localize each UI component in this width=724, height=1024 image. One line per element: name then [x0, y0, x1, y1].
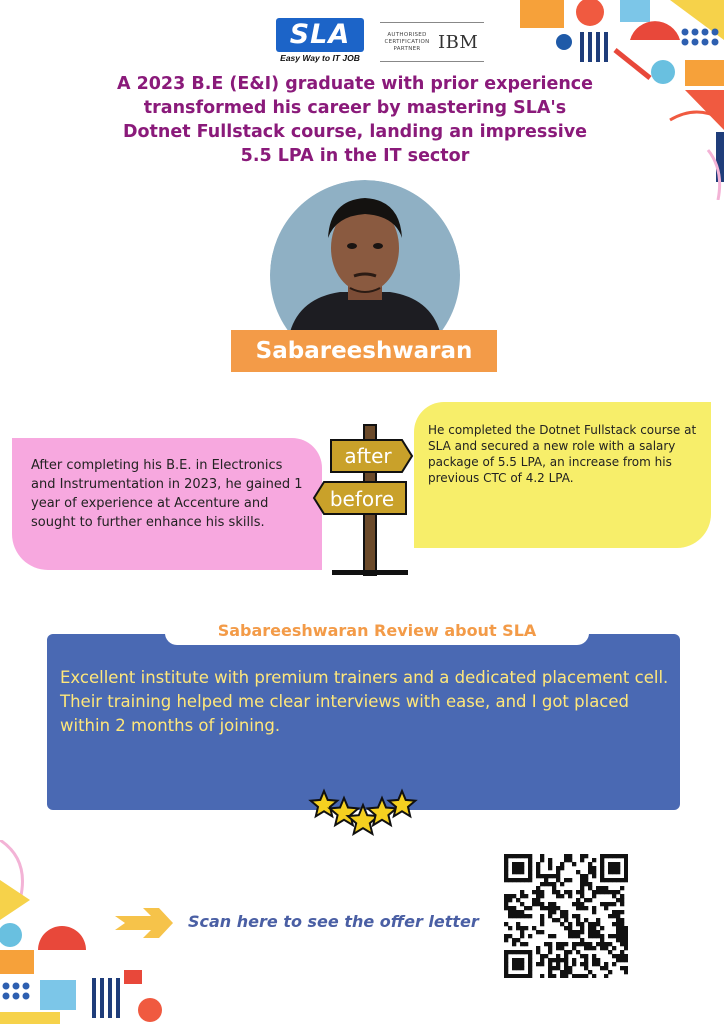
student-photo [270, 180, 460, 332]
headline-line: A 2023 B.E (E&I) graduate with prior experience [116, 74, 594, 94]
partner-name: IBM [438, 31, 479, 53]
headline-line: Dotnet Fullstack course, landing an impressive [122, 122, 588, 142]
partner-label: AUTHORISED CERTIFICATION PARTNER [384, 31, 430, 52]
sla-logo-mark: SLA [276, 18, 364, 52]
scan-instruction: Scan here to see the offer letter [188, 912, 479, 931]
review-heading: Sabareeshwaran Review about SLA [217, 621, 537, 640]
sla-logo [276, 18, 364, 62]
before-text: After completing his B.E. in Electronics and Instrumentation in 2023, he gained 1 year of experience at Accenture and sought to further enhance his skills. [31, 458, 303, 530]
arrow-right-icon [113, 908, 175, 938]
signpost-before-label: before [329, 487, 395, 511]
headline-line: 5.5 LPA in the IT sector [240, 146, 470, 166]
headline-line: transformed his career by mastering SLA's [143, 98, 567, 118]
headline [90, 72, 620, 168]
qr-code-icon[interactable] [504, 854, 628, 978]
after-text: He completed the Dotnet Fullstack course at SLA and secured a new role with a salary package of 5.5 LPA, an increase from his previous CTC of 4.2 LPA. [428, 423, 697, 485]
signpost-after-label: after [344, 444, 392, 468]
ibm-partner-logo [380, 22, 484, 62]
sla-tagline: Easy Way to IT JOB [280, 53, 360, 63]
rating-stars [306, 783, 420, 839]
signpost-icon [306, 420, 416, 580]
student-name: Sabareeshwaran [231, 330, 497, 372]
review-text: Excellent institute with premium trainers and a dedicated placement cell. Their training helped me clear interviews with ease, and I got placed within 2 months of joining. [60, 668, 669, 735]
